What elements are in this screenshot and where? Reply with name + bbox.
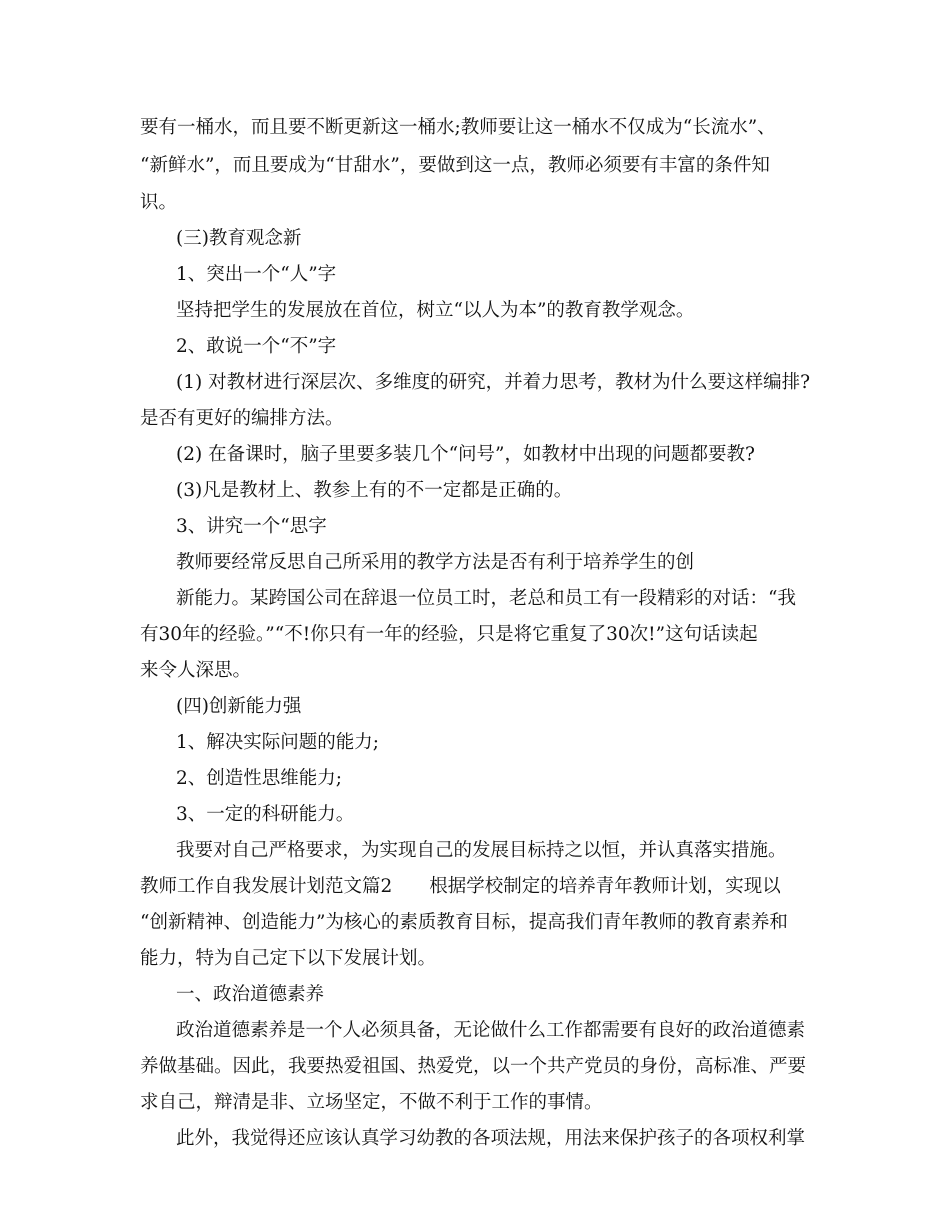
text-line: 求自己，辩清是非、立场坚定，不做不利于工作的事情。 <box>140 1092 603 1113</box>
article-title-line: 教师工作自我发展计划范文篇2 根据学校制定的培养青年教师计划，实现以 <box>140 876 781 897</box>
text-line: (2) 在备课时，脑子里要多装几个“问号”，如教材中出现的问题都要教? <box>176 444 755 465</box>
text-line: 教师要经常反思自己所采用的教学方法是否有利于培养学生的创 <box>176 552 695 573</box>
text-line: 养做基础。因此，我要热爱祖国、热爱党，以一个共产党员的身份，高标准、严要 <box>140 1056 807 1077</box>
text-line: 有30年的经验。”“不!你只有一年的经验，只是将它重复了30次!”这句话读起 <box>140 624 758 645</box>
text-line: 政治道德素养是一个人必须具备，无论做什么工作都需要有良好的政治道德素 <box>176 1020 806 1041</box>
text-line: 2、创造性思维能力; <box>176 768 343 789</box>
subheading: 1、突出一个“人”字 <box>176 264 337 285</box>
text-line: 1、解决实际问题的能力; <box>176 732 380 753</box>
text-line: 坚持把学生的发展放在首位，树立“以人为本”的教育教学观念。 <box>176 300 695 321</box>
text-line: 我要对自己严格要求，为实现自己的发展目标持之以恒，并认真落实措施。 <box>176 840 787 861</box>
text-line: 是否有更好的编排方法。 <box>140 408 344 429</box>
subheading: 3、讲究一个“思字 <box>176 516 327 537</box>
subheading: 2、敢说一个“不”字 <box>176 336 337 357</box>
text-line: 来令人深思。 <box>140 660 252 681</box>
text-line: “创新精神、创造能力”为核心的素质教育目标，提高我们青年教师的教育素养和 <box>140 912 788 933</box>
text-line: 此外，我觉得还应该认真学习幼教的各项法规，用法来保护孩子的各项权利掌 <box>176 1128 806 1149</box>
section-heading: 一、政治道德素养 <box>176 984 325 1005</box>
text-line: 能力，特为自己定下以下发展计划。 <box>140 948 437 969</box>
section-heading: (三)教育观念新 <box>176 228 302 249</box>
text-line: 识。 <box>140 192 178 213</box>
text-line: “新鲜水”，而且要成为“甘甜水”，要做到这一点，教师必须要有丰富的条件知 <box>140 155 770 176</box>
text-line: (1) 对教材进行深层次、多维度的研究，并着力思考，教材为什么要这样编排? <box>176 372 811 393</box>
text-line: 要有一桶水，而且要不断更新这一桶水;教师要让这一桶水不仅成为“长流水”、 <box>140 117 776 138</box>
text-line: (3)凡是教材上、教参上有的不一定都是正确的。 <box>176 480 573 501</box>
section-heading: (四)创新能力强 <box>176 696 302 717</box>
text-line: 新能力。某跨国公司在辞退一位员工时，老总和员工有一段精彩的对话：“我 <box>176 588 796 609</box>
text-line: 3、一定的科研能力。 <box>176 804 355 825</box>
